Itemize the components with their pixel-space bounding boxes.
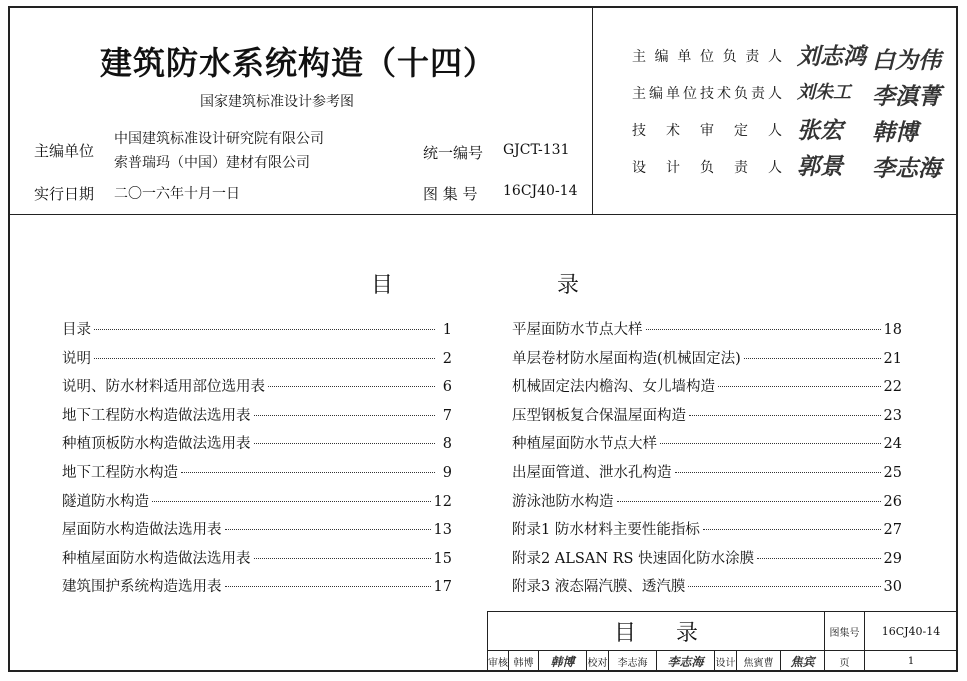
check-name: 李志海 xyxy=(609,651,657,672)
atlas-label: 图集号 xyxy=(825,611,865,651)
resp-row-design-lead xyxy=(632,157,782,177)
toc-item[interactable]: 出屋面管道、泄水孔构造 25 xyxy=(512,464,902,481)
unified-no-value: GJCT-131 xyxy=(503,142,570,158)
toc-item[interactable]: 平屋面防水节点大样 18 xyxy=(512,322,902,338)
resp-row-tech-chief xyxy=(632,83,782,103)
signature: 韩博 xyxy=(872,119,918,146)
toc-item[interactable]: 说明、防水材料适用部位选用表 6 xyxy=(62,379,452,396)
toc-item[interactable]: 附录2 ALSAN RS 快速固化防水涂膜 29 xyxy=(512,550,902,567)
editor-unit-2: 索普瑞玛（中国）建材有限公司 xyxy=(114,155,310,171)
resp-row-chief-unit xyxy=(632,46,782,66)
design-signature: 焦宾 xyxy=(781,651,825,672)
toc-item[interactable]: 种植屋面防水构造做法选用表 15 xyxy=(62,550,452,567)
date-value: 二〇一六年十月一日 xyxy=(114,186,240,202)
design-label: 设计 xyxy=(715,651,737,672)
toc-heading-right: 录 xyxy=(557,273,580,298)
signature: 白为伟 xyxy=(872,47,941,74)
page-label: 页 xyxy=(825,651,865,672)
title-block-title-cell xyxy=(487,611,825,651)
resp-row-tech-review xyxy=(632,120,782,140)
editor-unit-1: 中国建筑标准设计研究院有限公司 xyxy=(114,131,324,147)
toc-item[interactable]: 地下工程防水构造 9 xyxy=(62,464,452,481)
toc-item[interactable]: 种植顶板防水构造做法选用表 8 xyxy=(62,436,452,453)
signature: 李志海 xyxy=(872,155,941,182)
toc-item[interactable]: 压型钢板复合保温屋面构造 23 xyxy=(512,407,902,424)
atlas-no-label: 图 集 号 xyxy=(423,185,478,203)
toc-item[interactable]: 建筑围护系统构造选用表 17 xyxy=(62,579,452,596)
signature: 刘朱工 xyxy=(797,82,851,103)
atlas-value: 16CJ40-14 xyxy=(865,611,958,651)
design-name: 焦賓曹 xyxy=(737,651,781,672)
review-name: 韩博 xyxy=(509,651,539,672)
resp-role: 主编单位负责人 xyxy=(632,49,782,65)
toc-item[interactable]: 附录1 防水材料主要性能指标 27 xyxy=(512,522,902,539)
toc-item[interactable]: 屋面防水构造做法选用表 13 xyxy=(62,522,452,539)
signature: 刘志鸿 xyxy=(797,43,866,70)
toc-item[interactable]: 隧道防水构造 12 xyxy=(62,493,452,510)
toc-heading-left: 目 xyxy=(371,273,394,298)
toc-item[interactable]: 游泳池防水构造 26 xyxy=(512,493,902,510)
unified-no-label: 统一编号 xyxy=(423,144,484,162)
editor-unit-label: 主编单位 xyxy=(34,142,95,160)
toc-item[interactable]: 机械固定法内檐沟、女儿墙构造 22 xyxy=(512,379,902,396)
toc-item[interactable]: 目录 1 xyxy=(62,322,452,338)
review-label: 审核 xyxy=(487,651,509,672)
title-block-title: 目录 xyxy=(613,620,738,646)
resp-role: 技术审定人 xyxy=(632,123,782,139)
resp-role: 主编单位技术负责人 xyxy=(632,86,782,102)
header-column-divider xyxy=(592,6,593,215)
check-signature: 李志海 xyxy=(657,651,715,672)
review-signature: 韩博 xyxy=(539,651,587,672)
date-label: 实行日期 xyxy=(34,185,95,203)
toc-left-column xyxy=(62,318,452,604)
toc-right-column xyxy=(512,318,902,604)
page-value: 1 xyxy=(865,651,958,672)
title-block xyxy=(487,611,958,672)
toc-item[interactable]: 地下工程防水构造做法选用表 7 xyxy=(62,407,452,424)
toc-item[interactable]: 附录3 液态隔汽膜、透汽膜 30 xyxy=(512,579,902,596)
signature: 张宏 xyxy=(797,117,843,144)
resp-role: 设计负责人 xyxy=(632,160,782,176)
toc-item[interactable]: 种植屋面防水节点大样 24 xyxy=(512,436,902,453)
signature: 李滇菁 xyxy=(872,83,941,110)
toc-item[interactable]: 单层卷材防水屋面构造(机械固定法) 21 xyxy=(512,350,902,367)
atlas-no-value: 16CJ40-14 xyxy=(503,183,578,199)
check-label: 校对 xyxy=(587,651,609,672)
document-title: 建筑防水系统构造（十四） xyxy=(100,44,497,82)
header-divider xyxy=(8,214,958,215)
toc-item[interactable]: 说明 2 xyxy=(62,350,452,367)
signature: 郭景 xyxy=(797,153,843,180)
document-subtitle: 国家建筑标准设计参考图 xyxy=(200,94,354,110)
